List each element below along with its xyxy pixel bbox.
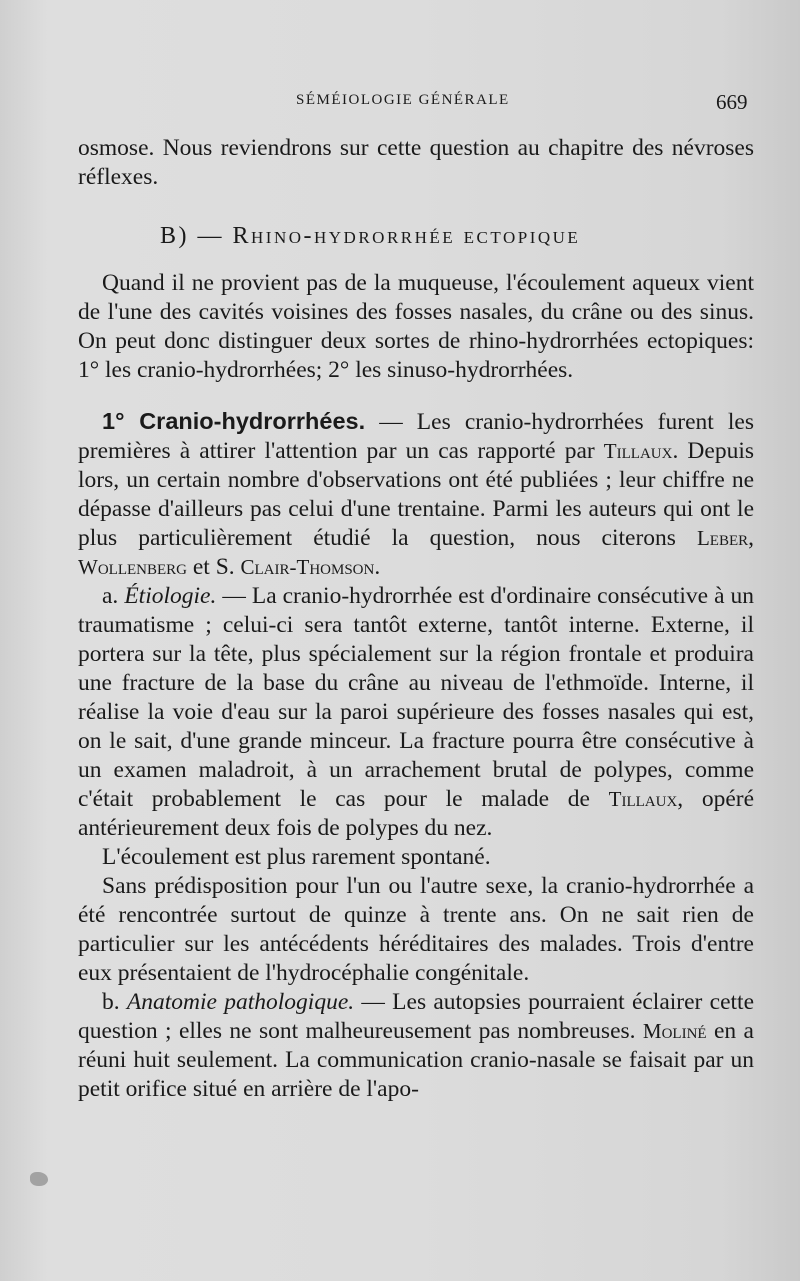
cranio-sep-2: et S. (186, 554, 241, 580)
running-title: SÉMÉIOLOGIE GÉNÉRALE (296, 92, 510, 108)
cranio-text-a: — Les cranio-hydrorrhées furent les premières à attirer l'attention par un cas rapporté par (78, 409, 754, 464)
author-leber: Leber (696, 526, 749, 550)
ink-blot-mark (30, 1172, 48, 1186)
etiologie-text-a: — La cranio-hydrorrhée est d'ordinaire consécutive à un traumatisme ; celui-ci sera tantôt externe, tantôt interne. Externe, il portera sur la tête, plus spécialement sur la région frontale et produira une fracture de la base du crâne au niveau de l'ethmoïde. Interne, il réalise la voie d'eau sur la paroi supérieure des fosses nasales qui est, on le sait, d'une grande minceur. La fracture pourra être consécutive à un examen maladroit, à un arrachement brutal de polypes, comme c'était probablement le cas pour le malade de (78, 583, 754, 812)
paragraph-ectopique: Quand il ne provient pas de la muqueuse, l'écoulement aqueux vient de l'une des cavités voisines des fosses nasales, du crâne ou des sinus. On peut donc distinguer deux sortes de rhino-hydrorrhées ectopiques: 1° les cranio-hydrorrhées; 2° les sinuso-hydrorrhées. (78, 270, 754, 383)
section-title: Rhino-hydrorrhée ectopique (232, 223, 581, 249)
author-clair-thomson: Clair-Thomson (240, 555, 375, 579)
cranio-end: . (374, 554, 381, 580)
section-heading (78, 222, 754, 251)
anatomie-prefix: b. (102, 989, 127, 1015)
paragraph-etiologie (78, 582, 754, 843)
author-tillaux-2: Tillaux (608, 787, 678, 811)
page-header (0, 92, 800, 120)
etiologie-text-b: , opéré antérieurement deux fois de polypes du nez. (78, 786, 755, 841)
page-number: 669 (716, 90, 748, 114)
cranio-text-b: . Depuis lors, un certain nombre d'observations ont été publiées ; leur chiffre ne dépasse d'ailleurs pas celui d'une trentaine. Parmi les auteurs qui ont le plus particulièrement étudié la question, nous citerons (78, 438, 754, 551)
etiologie-label: Étiologie. (124, 583, 217, 609)
subsection-title: 1° Cranio-hydrorrhées. (102, 408, 366, 434)
etiologie-prefix: a. (102, 583, 125, 609)
cranio-sep-1: , (748, 525, 754, 551)
body-text (78, 134, 754, 1104)
paragraph-osmose: osmose. Nous reviendrons sur cette question au chapitre des névroses réflexes. (78, 135, 754, 190)
paragraph-sexe: Sans prédisposition pour l'un ou l'autre sexe, la cranio-hydrorrhée a été rencontrée surtout de quinze à trente ans. On ne sait rien de particulier sur les antécédents héréditaires des malades. Trois d'entre eux présentaient de l'hydrocéphalie congénitale. (78, 873, 754, 986)
section-dash: — (197, 223, 224, 249)
anatomie-text-a: — Les autopsies pourraient éclairer cette question ; elles ne sont malheureusement pas nombreuses. (78, 989, 754, 1044)
author-wollenberg: Wollenberg (78, 555, 187, 579)
anatomie-label: Anatomie pathologique. (126, 989, 355, 1015)
anatomie-text-b: en a réuni huit seulement. La communication cranio-nasale se faisait par un petit orifice situé en arrière de l'apo- (78, 1018, 754, 1102)
author-tillaux: Tillaux (603, 439, 673, 463)
paragraph-cranio (78, 407, 754, 582)
author-molinie: Moliné (642, 1019, 707, 1043)
paragraph-anatomie (78, 988, 754, 1104)
paragraph-ecoulement: L'écoulement est plus rarement spontané. (102, 844, 491, 870)
section-number: B) (160, 223, 189, 249)
